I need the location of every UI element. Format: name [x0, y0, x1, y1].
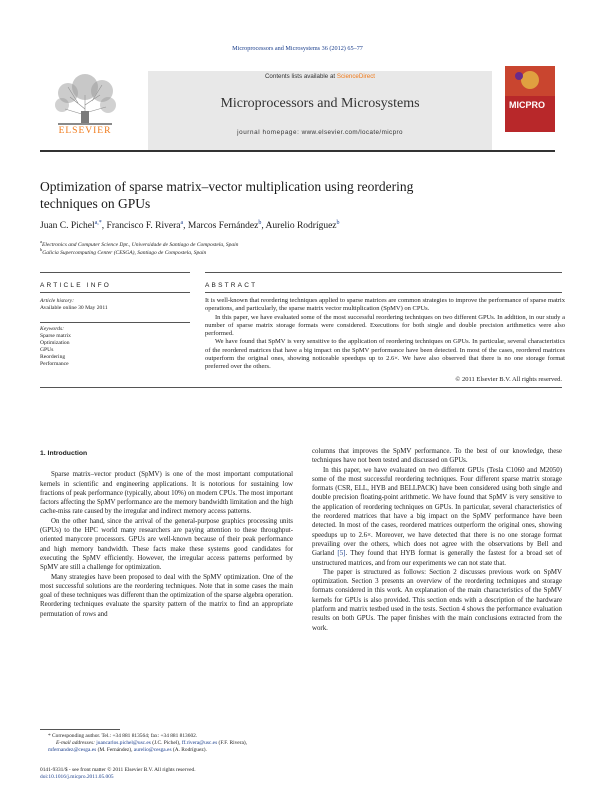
email-link[interactable]: aurelio@cesga.es — [133, 747, 172, 753]
contents-available — [148, 73, 492, 80]
body-paragraph: columns that improves the SpMV performance. To the best of our knowledge, these techniques have not been tested and discussed on GPUs. — [312, 448, 562, 465]
keyword: Performance — [40, 361, 69, 367]
email-link[interactable]: juancarlos.pichel@usc.es — [96, 740, 151, 746]
doi-link[interactable]: doi:10.1016/j.micpro.2011.05.005 — [40, 774, 114, 780]
email-link[interactable]: mfernandez@cesga.es — [48, 747, 97, 753]
citation-link[interactable]: [5] — [337, 550, 346, 558]
author-marks[interactable]: b — [336, 220, 340, 226]
journal-name: Microprocessors and Microsystems — [220, 96, 420, 111]
body-paragraph — [312, 466, 562, 568]
front-matter — [40, 767, 340, 781]
cover-art-icon — [505, 66, 555, 96]
abstract-paragraph: In this paper, we have evaluated some of the most successful reordering techniques on two different GPUs. In addition, in our study a number of sparse matrix storage formats were considered. Executions for both single and double precision arithmetics were also performed. — [205, 313, 565, 338]
author-sep: , — [183, 221, 188, 232]
keywords-label: Keywords: — [40, 326, 65, 332]
author-marks[interactable]: a — [180, 220, 184, 226]
history-value: Available online 30 May 2011 — [40, 305, 108, 311]
abstract-body — [205, 297, 565, 372]
abstract-top-rule — [205, 272, 562, 273]
body-left-column — [40, 449, 293, 619]
article-info-heading: ARTICLE INFO — [40, 282, 112, 289]
footnote-rule — [40, 729, 120, 730]
body-paragraph: On the other hand, since the arrival of the general-purpose graphics processing units (GPUs) to the HPC world many researchers are paying attention to these throughput-oriented manycore processors. GPUs are well-known because of their peak performance and high memory bandwidth. These facts make these systems good candidates for executing the SpMV efficiently. However, the irregular access patterns performed by SpMV are still a challenge for optimization. — [40, 517, 293, 572]
article-info-rule — [40, 292, 190, 293]
corresponding-author: * Corresponding author. Tel.: +34 881 813564; fax: +34 881 813602. — [48, 733, 198, 739]
abstract-heading: ABSTRACT — [205, 282, 258, 289]
email-owner: (A. Rodríguez). — [171, 747, 207, 753]
affiliation-text: Electronics and Computer Science Dpt., Universidade de Santiago de Compostela, Spain — [42, 241, 239, 248]
body-paragraph: Sparse matrix–vector product (SpMV) is one of the most important computational kernels in scientific and engineering applications. It is notorious for sustaining low fractions of peak performance (typically, about 10%) on modern CPUs. The most important factors affecting the SpMV performance are the memory bandwidth limitation and the high cache-miss rate caused by the irregular and indirect memory access patterns. — [40, 471, 293, 516]
author-name: Juan C. Pichel — [40, 221, 95, 232]
author-sep: , — [261, 221, 266, 232]
affiliation-mark: b — [40, 247, 43, 252]
author-name: Aurelio Rodríguez — [265, 221, 337, 232]
abstract-rule — [205, 292, 562, 293]
keyword: Reordering — [40, 354, 66, 360]
title-line-2: techniques on GPUs — [40, 196, 151, 211]
email-owner: (M. Fernández), — [96, 747, 134, 753]
email-owner: (J.C. Pichel), — [150, 740, 182, 746]
keywords-block — [40, 326, 190, 368]
email-addresses — [48, 740, 296, 754]
abstract-bottom-rule — [40, 387, 562, 388]
header-rule — [40, 150, 555, 152]
email-owner: (F.F. Rivera), — [217, 740, 248, 746]
affiliation-mark: a — [40, 239, 42, 244]
elsevier-wordmark: ELSEVIER — [58, 126, 112, 136]
contents-prefix: Contents lists available at — [264, 73, 337, 80]
history-label: Article history: — [40, 298, 75, 304]
author-name: Francisco F. Rivera — [106, 221, 181, 232]
abstract-copyright: © 2011 Elsevier B.V. All rights reserved. — [455, 376, 562, 383]
abstract-paragraph: We have found that SpMV is very sensitive to the application of reordering techniques on GPUs. In particular, several characteristics of the reordered matrices that have a big impact on the SpMV performance have been detected. In most of the cases, reordered matrices outperform the original ones, showing noticeable speedups up to 2.6×. We have also observed that there is no one storage format preferred over the others. — [205, 338, 565, 371]
body-paragraph: The paper is structured as follows: Section 2 discusses previous work on SpMV optimization. Section 3 presents an overview of the reordering techniques and storage formats considered in this work. An explanation of the main characteristics of the SpMV kernels for GPUs is also provided. This section ends with a description of the hardware platform and matrix testbed used in the tests. Section 4 shows the performance evaluation results on both GPUs. The paper finishes with the main conclusions extracted from the work. — [312, 568, 562, 632]
issn-line: 0141-9331/$ - see front matter © 2011 Elsevier B.V. All rights reserved. — [40, 767, 196, 773]
article-info-top-rule — [40, 272, 190, 273]
journal-cover-thumbnail — [505, 66, 555, 132]
author-list — [40, 217, 555, 232]
author-marks[interactable]: a,* — [94, 220, 102, 226]
homepage-label: journal homepage: — [237, 129, 300, 136]
affiliation-b — [40, 246, 555, 257]
article-history — [40, 298, 190, 312]
paper-title — [40, 178, 555, 212]
keyword: GPUs — [40, 347, 54, 353]
abstract-paragraph: It is well-known that reordering techniques applied to sparse matrices are common strategies to improve the performance of sparse matrix operations, and particularly, the sparse matrix vector multiplication (SpMV) on CPUs. — [205, 297, 565, 313]
body-text: . They found that HYB format is generally the fastest for a broad set of unstructured matrices, and from our experiments we can not state that. — [312, 550, 562, 567]
author-name: Marcos Fernández — [187, 221, 259, 232]
title-line-1: Optimization of sparse matrix–vector multiplication using reordering — [40, 179, 414, 194]
affiliation-text: Galicia Supercomputing Center (CESGA), Santiago de Compostela, Spain — [42, 249, 207, 256]
author-sep: , — [101, 221, 107, 232]
journal-homepage — [148, 129, 492, 136]
sciencedirect-link[interactable]: ScienceDirect — [336, 73, 376, 80]
body-paragraph: Many strategies have been proposed to deal with the SpMV optimization. One of the most successful solutions are the reordering techniques. Note that in some cases the main goal of these techniques was different than the optimization of the sparse algebra operation. Reordering techniques evaluate the sparsity pattern of the matrix to find an appropriate permutation of rows and — [40, 573, 293, 618]
author-marks[interactable]: b — [258, 220, 262, 226]
footnote — [48, 733, 296, 754]
journal-citation[interactable]: Microprocessors and Microsystems 36 (2012) 65–77 — [232, 45, 363, 52]
body-right-column — [312, 447, 562, 633]
keyword: Sparse matrix — [40, 333, 71, 339]
keyword: Optimization — [40, 340, 70, 346]
keywords-rule — [40, 322, 190, 323]
body-text: In this paper, we have evaluated on two different GPUs (Tesla C1060 and M2050) some of the most successful reordering techniques. Four different sparse matrix storage formats (CSR, ELL, HYB and BELLPACK) have been considered using both single and double precision floating-point arithmetic. We have found that SpMV is very sensitive to the application of reordering techniques on GPUs. In particular, several characteristics of the reordered matrices that have a big impact on the SpMV performance have been detected. In most of the cases, reordered matrices outperform the original ones, showing speedups up to 2.6×. Moreover, we have detected that there is no one storage format prevailing over the others, which does not agree with the observations by Bell and Garland — [312, 466, 562, 558]
cover-brand: MICPRO — [509, 100, 545, 110]
section-heading-introduction: 1. Introduction — [40, 450, 88, 457]
emails-label: E-mail addresses: — [56, 740, 95, 746]
email-link[interactable]: ff.rivera@usc.es — [181, 740, 218, 746]
homepage-url[interactable]: www.elsevier.com/locate/micpro — [299, 129, 403, 136]
